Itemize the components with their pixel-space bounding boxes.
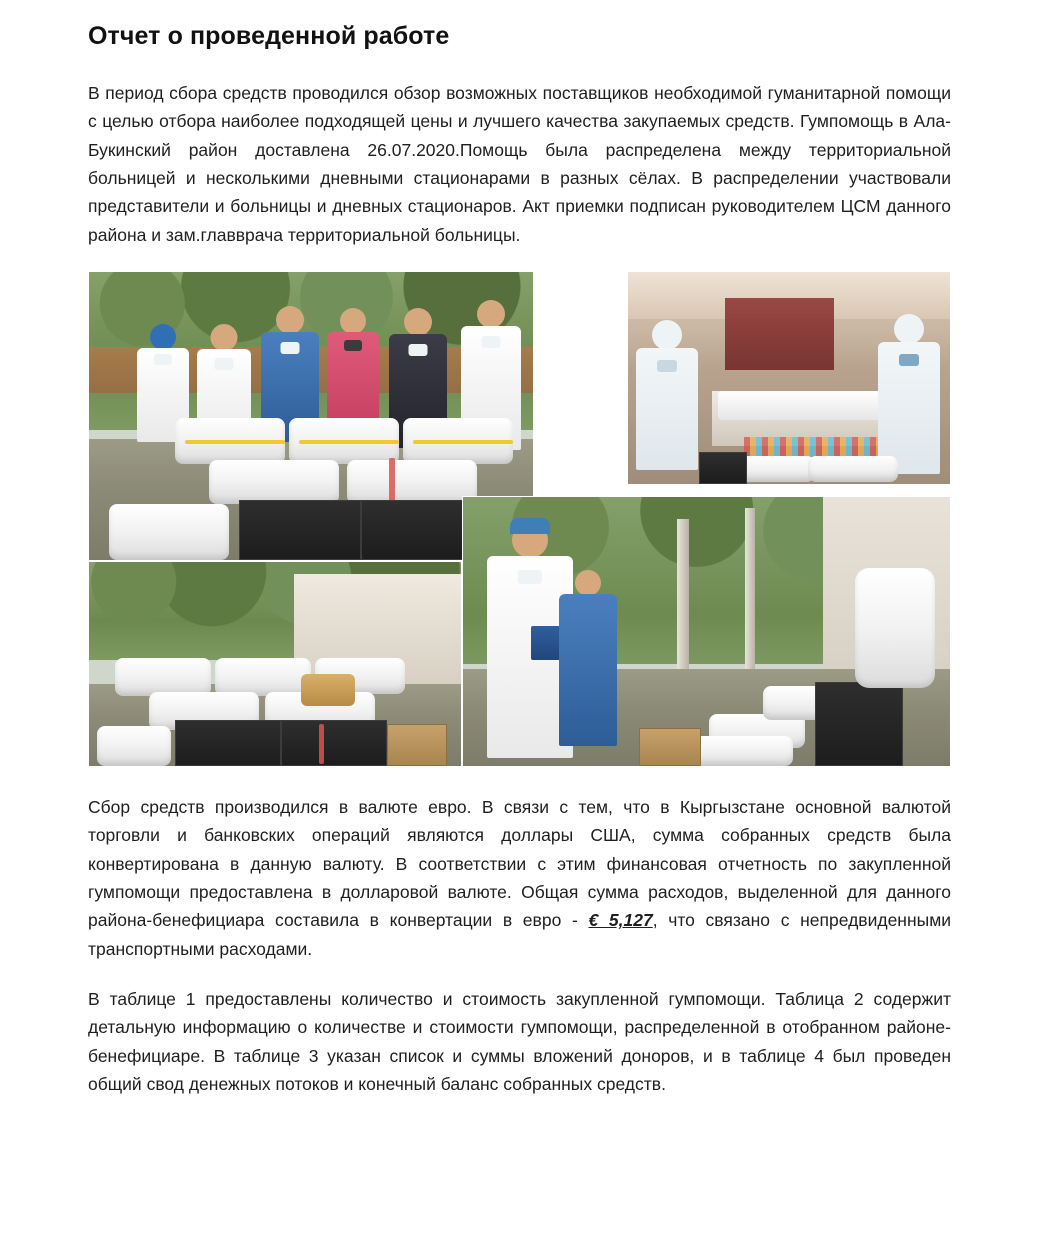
amount-value: € 5,127 (588, 910, 653, 931)
paragraph-funding-tail: , что связано с непредвиденными транспортными расходами. (88, 910, 952, 959)
photo-gallery (88, 271, 951, 767)
paragraph-funding-text: Сбор средств производился в валюте евро. В связи с тем, что в Кыргызстане основной валютой торговли и банковских операций являются доллары США, сумма собранных средств была конвертирована в данную валюту. В соответствии с этим финансовая отчетность по закупленной гумпомощи предоставлена в долларовой валюте. Общая сумма расходов, выделенной для данного района-бенефициара составила в конвертации в евро - (88, 797, 951, 931)
photo-nurse-with-documents (462, 496, 951, 767)
paragraph-tables: В таблице 1 предоставлены количество и стоимость закупленной гумпомощи. Таблица 2 содержит детальную информацию о количестве и стоимости гумпомощи, распределенной в отобранном районе-бенефициаре. В таблице 3 указан список и суммы вложений доноров, и в таблице 4 был проведен общий свод денежных потоков и конечный баланс собранных средств. (88, 989, 951, 1095)
paragraph-intro: В период сбора средств проводился обзор возможных поставщиков необходимой гуманитарной помощи с целью отбора наиболее подходящей цены и лучшего качества закупаемых средств. Гумпомощь в Ала-Букинский район доставлена 26.07.2020.Помощь была распределена между территориальной больницей и несколькими дневными стационарами в разных сёлах. В распределении участвовали представители и больницы и дневных стационаров. Акт приемки подписан руководителем ЦСМ данного района и зам.главврача территориальной больницы. (88, 83, 951, 245)
paragraph-funding (88, 793, 951, 963)
photo-ppe-indoor-distribution (627, 271, 951, 485)
page-title: Отчет о проведенной работе (88, 22, 450, 50)
photo-supplies-stack-courtyard (88, 561, 462, 767)
